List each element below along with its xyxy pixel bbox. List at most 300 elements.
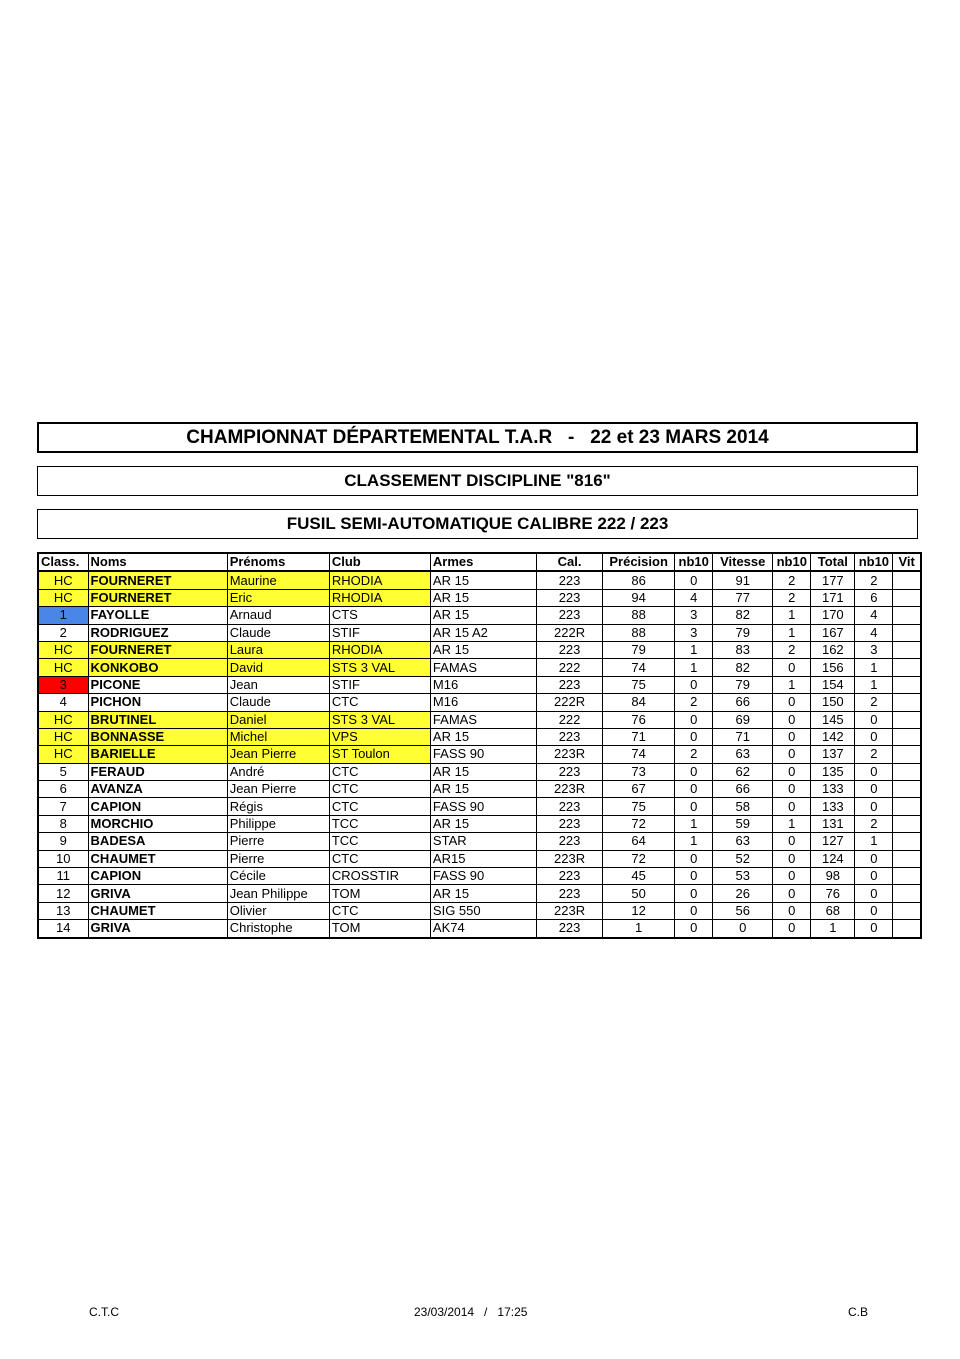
header-armes: Armes: [430, 553, 536, 571]
cell-cal: 223: [537, 885, 603, 902]
cell-nb10-precision: 0: [675, 711, 713, 728]
cell-arme: M16: [430, 694, 536, 711]
cell-cal: 223R: [537, 902, 603, 919]
cell-arme: FAMAS: [430, 711, 536, 728]
cell-arme: AR 15: [430, 763, 536, 780]
cell-club: CTC: [329, 850, 430, 867]
cell-rank: 1: [38, 607, 88, 624]
cell-nb10-precision: 0: [675, 850, 713, 867]
cell-precision: 67: [603, 781, 675, 798]
table-row: [38, 571, 921, 589]
header-nb10-vitesse: nb10: [773, 553, 811, 571]
cell-prenom: Daniel: [227, 711, 329, 728]
cell-prenom: Christophe: [227, 920, 329, 938]
header-vit: Vit: [893, 553, 921, 571]
cell-club: STS 3 VAL: [329, 659, 430, 676]
cell-total: 98: [811, 868, 855, 885]
cell-nb10-vitesse: 0: [773, 798, 811, 815]
table-row: [38, 746, 921, 763]
table-row: [38, 589, 921, 606]
footer-datetime: 23/03/2014 / 17:25: [414, 1305, 528, 1319]
cell-nb10-vitesse: 0: [773, 833, 811, 850]
cell-nb10-total: 6: [855, 589, 893, 606]
cell-club: CTC: [329, 781, 430, 798]
cell-arme: STAR: [430, 833, 536, 850]
cell-precision: 76: [603, 711, 675, 728]
cell-nom: PICONE: [88, 676, 227, 693]
cell-nb10-total: 1: [855, 833, 893, 850]
cell-nom: RODRIGUEZ: [88, 624, 227, 641]
cell-nb10-precision: 0: [675, 781, 713, 798]
cell-nb10-precision: 1: [675, 815, 713, 832]
cell-club: TCC: [329, 833, 430, 850]
cell-arme: FASS 90: [430, 798, 536, 815]
cell-nb10-vitesse: 0: [773, 850, 811, 867]
cell-rank: HC: [38, 711, 88, 728]
cell-nb10-precision: 0: [675, 902, 713, 919]
cell-nom: BADESA: [88, 833, 227, 850]
cell-vit: [893, 833, 921, 850]
cell-arme: FASS 90: [430, 746, 536, 763]
cell-nom: AVANZA: [88, 781, 227, 798]
cell-nb10-vitesse: 0: [773, 659, 811, 676]
cell-rank: 10: [38, 850, 88, 867]
cell-vitesse: 63: [713, 833, 773, 850]
cell-precision: 94: [603, 589, 675, 606]
cell-prenom: David: [227, 659, 329, 676]
table-row: [38, 781, 921, 798]
cell-cal: 223: [537, 571, 603, 589]
cell-vitesse: 62: [713, 763, 773, 780]
cell-nb10-precision: 2: [675, 694, 713, 711]
cell-rank: 14: [38, 920, 88, 938]
cell-nb10-total: 1: [855, 676, 893, 693]
cell-nb10-precision: 0: [675, 571, 713, 589]
cell-vit: [893, 659, 921, 676]
cell-nb10-vitesse: 0: [773, 781, 811, 798]
cell-nb10-total: 3: [855, 641, 893, 658]
cell-nb10-total: 0: [855, 711, 893, 728]
cell-club: RHODIA: [329, 641, 430, 658]
cell-prenom: Maurine: [227, 571, 329, 589]
cell-prenom: Michel: [227, 728, 329, 745]
cell-precision: 1: [603, 920, 675, 938]
cell-total: 145: [811, 711, 855, 728]
cell-arme: AR 15: [430, 885, 536, 902]
cell-cal: 223R: [537, 746, 603, 763]
cell-total: 127: [811, 833, 855, 850]
cell-club: VPS: [329, 728, 430, 745]
cell-nb10-total: 2: [855, 815, 893, 832]
cell-vit: [893, 850, 921, 867]
cell-nb10-precision: 1: [675, 833, 713, 850]
cell-cal: 222R: [537, 694, 603, 711]
cell-total: 68: [811, 902, 855, 919]
cell-nb10-precision: 1: [675, 659, 713, 676]
cell-vitesse: 63: [713, 746, 773, 763]
cell-cal: 223: [537, 868, 603, 885]
discipline-title: CLASSEMENT DISCIPLINE "816": [37, 466, 918, 496]
cell-prenom: Pierre: [227, 833, 329, 850]
cell-precision: 64: [603, 833, 675, 850]
cell-vitesse: 82: [713, 659, 773, 676]
cell-nb10-total: 1: [855, 659, 893, 676]
cell-prenom: Claude: [227, 624, 329, 641]
cell-nb10-vitesse: 2: [773, 589, 811, 606]
cell-total: 135: [811, 763, 855, 780]
cell-nb10-precision: 0: [675, 798, 713, 815]
cell-cal: 223: [537, 920, 603, 938]
cell-nb10-vitesse: 0: [773, 746, 811, 763]
cell-vitesse: 0: [713, 920, 773, 938]
cell-nom: CHAUMET: [88, 850, 227, 867]
table-row: [38, 798, 921, 815]
cell-precision: 73: [603, 763, 675, 780]
cell-arme: AR 15: [430, 815, 536, 832]
cell-nb10-total: 0: [855, 850, 893, 867]
cell-prenom: Olivier: [227, 902, 329, 919]
cell-club: CTC: [329, 694, 430, 711]
cell-nb10-precision: 0: [675, 920, 713, 938]
cell-nb10-vitesse: 1: [773, 815, 811, 832]
cell-club: CTS: [329, 607, 430, 624]
cell-nb10-total: 4: [855, 607, 893, 624]
cell-nom: MORCHIO: [88, 815, 227, 832]
cell-vit: [893, 641, 921, 658]
cell-nb10-precision: 4: [675, 589, 713, 606]
cell-total: 171: [811, 589, 855, 606]
championship-title: CHAMPIONNAT DÉPARTEMENTAL T.A.R - 22 et 23 MARS 2014: [37, 422, 918, 453]
cell-rank: 5: [38, 763, 88, 780]
cell-rank: 3: [38, 676, 88, 693]
cell-vitesse: 79: [713, 624, 773, 641]
cell-precision: 74: [603, 746, 675, 763]
cell-nom: FOURNERET: [88, 571, 227, 589]
cell-vitesse: 52: [713, 850, 773, 867]
cell-rank: HC: [38, 728, 88, 745]
cell-rank: 6: [38, 781, 88, 798]
cell-vitesse: 91: [713, 571, 773, 589]
table-row: [38, 902, 921, 919]
cell-nb10-precision: 3: [675, 607, 713, 624]
cell-vitesse: 82: [713, 607, 773, 624]
cell-cal: 223: [537, 833, 603, 850]
cell-cal: 223: [537, 676, 603, 693]
table-row: [38, 833, 921, 850]
cell-vit: [893, 902, 921, 919]
footer-initials: C.B: [848, 1305, 869, 1319]
cell-nom: BONNASSE: [88, 728, 227, 745]
cell-nb10-vitesse: 0: [773, 711, 811, 728]
cell-total: 131: [811, 815, 855, 832]
cell-vitesse: 66: [713, 694, 773, 711]
cell-total: 167: [811, 624, 855, 641]
cell-vit: [893, 746, 921, 763]
cell-club: TOM: [329, 885, 430, 902]
cell-club: RHODIA: [329, 589, 430, 606]
cell-rank: 9: [38, 833, 88, 850]
cell-vit: [893, 728, 921, 745]
cell-vit: [893, 711, 921, 728]
cell-vit: [893, 920, 921, 938]
cell-vit: [893, 781, 921, 798]
cell-nom: BARIELLE: [88, 746, 227, 763]
footer-club: C.T.C: [89, 1305, 119, 1319]
cell-nom: FOURNERET: [88, 589, 227, 606]
cell-nb10-vitesse: 0: [773, 920, 811, 938]
cell-prenom: Eric: [227, 589, 329, 606]
cell-cal: 223: [537, 728, 603, 745]
table-row: [38, 815, 921, 832]
cell-rank: 8: [38, 815, 88, 832]
cell-total: 156: [811, 659, 855, 676]
cell-rank: HC: [38, 571, 88, 589]
cell-vit: [893, 815, 921, 832]
cell-nb10-precision: 0: [675, 763, 713, 780]
table-row: [38, 868, 921, 885]
cell-club: CTC: [329, 902, 430, 919]
header-nb10-total: nb10: [855, 553, 893, 571]
cell-vitesse: 69: [713, 711, 773, 728]
cell-total: 162: [811, 641, 855, 658]
cell-nb10-precision: 0: [675, 676, 713, 693]
cell-rank: 12: [38, 885, 88, 902]
cell-rank: HC: [38, 659, 88, 676]
table-row: [38, 676, 921, 693]
cell-cal: 223: [537, 763, 603, 780]
cell-total: 133: [811, 781, 855, 798]
cell-vitesse: 79: [713, 676, 773, 693]
cell-arme: AR 15: [430, 589, 536, 606]
table-row: [38, 763, 921, 780]
cell-nb10-vitesse: 1: [773, 676, 811, 693]
cell-nb10-vitesse: 2: [773, 571, 811, 589]
cell-vitesse: 59: [713, 815, 773, 832]
cell-precision: 88: [603, 607, 675, 624]
cell-precision: 84: [603, 694, 675, 711]
cell-club: TOM: [329, 920, 430, 938]
cell-prenom: Pierre: [227, 850, 329, 867]
cell-nb10-vitesse: 0: [773, 694, 811, 711]
cell-nb10-total: 0: [855, 763, 893, 780]
cell-arme: AR 15: [430, 641, 536, 658]
cell-precision: 75: [603, 676, 675, 693]
cell-vitesse: 83: [713, 641, 773, 658]
cell-nom: FERAUD: [88, 763, 227, 780]
cell-vit: [893, 571, 921, 589]
cell-nb10-precision: 2: [675, 746, 713, 763]
cell-vit: [893, 885, 921, 902]
cell-prenom: Jean: [227, 676, 329, 693]
table-row: [38, 607, 921, 624]
cell-arme: AR15: [430, 850, 536, 867]
cell-arme: SIG 550: [430, 902, 536, 919]
cell-nom: GRIVA: [88, 920, 227, 938]
cell-total: 76: [811, 885, 855, 902]
cell-nb10-total: 0: [855, 781, 893, 798]
cell-nb10-total: 0: [855, 920, 893, 938]
cell-vitesse: 56: [713, 902, 773, 919]
cell-arme: AR 15: [430, 728, 536, 745]
cell-cal: 223: [537, 641, 603, 658]
cell-club: STIF: [329, 624, 430, 641]
cell-vit: [893, 676, 921, 693]
cell-cal: 223: [537, 589, 603, 606]
table-row: [38, 694, 921, 711]
cell-cal: 222R: [537, 624, 603, 641]
cell-nb10-vitesse: 0: [773, 763, 811, 780]
cell-precision: 88: [603, 624, 675, 641]
table-row: [38, 885, 921, 902]
cell-vit: [893, 798, 921, 815]
header-noms: Noms: [88, 553, 227, 571]
cell-nom: PICHON: [88, 694, 227, 711]
cell-vit: [893, 624, 921, 641]
cell-precision: 74: [603, 659, 675, 676]
cell-precision: 50: [603, 885, 675, 902]
cell-rank: HC: [38, 746, 88, 763]
cell-arme: AR 15 A2: [430, 624, 536, 641]
table-row: [38, 641, 921, 658]
cell-nb10-vitesse: 0: [773, 885, 811, 902]
cell-nb10-total: 2: [855, 571, 893, 589]
cell-precision: 71: [603, 728, 675, 745]
cell-nb10-vitesse: 1: [773, 624, 811, 641]
table-row: [38, 850, 921, 867]
cell-prenom: Philippe: [227, 815, 329, 832]
cell-total: 1: [811, 920, 855, 938]
cell-precision: 45: [603, 868, 675, 885]
cell-vit: [893, 607, 921, 624]
header-prenoms: Prénoms: [227, 553, 329, 571]
table-row: [38, 624, 921, 641]
cell-club: TCC: [329, 815, 430, 832]
cell-total: 150: [811, 694, 855, 711]
cell-arme: AK74: [430, 920, 536, 938]
cell-vit: [893, 868, 921, 885]
cell-vit: [893, 589, 921, 606]
cell-vitesse: 53: [713, 868, 773, 885]
cell-arme: AR 15: [430, 607, 536, 624]
header-cal: Cal.: [537, 553, 603, 571]
cell-nb10-precision: 3: [675, 624, 713, 641]
header-nb10-precision: nb10: [675, 553, 713, 571]
results-body: [38, 571, 921, 937]
header-class: Class.: [38, 553, 88, 571]
cell-arme: FASS 90: [430, 868, 536, 885]
cell-rank: 11: [38, 868, 88, 885]
cell-vitesse: 58: [713, 798, 773, 815]
cell-cal: 222: [537, 711, 603, 728]
table-row: [38, 920, 921, 938]
cell-precision: 72: [603, 815, 675, 832]
cell-vitesse: 71: [713, 728, 773, 745]
cell-nom: CHAUMET: [88, 902, 227, 919]
cell-club: ST Toulon: [329, 746, 430, 763]
cell-nom: GRIVA: [88, 885, 227, 902]
cell-nom: FOURNERET: [88, 641, 227, 658]
cell-nom: CAPION: [88, 798, 227, 815]
cell-nb10-precision: 0: [675, 728, 713, 745]
cell-rank: HC: [38, 641, 88, 658]
cell-nb10-vitesse: 2: [773, 641, 811, 658]
cell-rank: 2: [38, 624, 88, 641]
cell-precision: 86: [603, 571, 675, 589]
cell-cal: 223: [537, 815, 603, 832]
cell-vit: [893, 763, 921, 780]
cell-prenom: Jean Pierre: [227, 746, 329, 763]
cell-vitesse: 66: [713, 781, 773, 798]
cell-arme: M16: [430, 676, 536, 693]
cell-club: CROSSTIR: [329, 868, 430, 885]
cell-prenom: Cécile: [227, 868, 329, 885]
cell-club: STS 3 VAL: [329, 711, 430, 728]
cell-total: 170: [811, 607, 855, 624]
cell-nb10-total: 0: [855, 728, 893, 745]
cell-precision: 72: [603, 850, 675, 867]
cell-cal: 223: [537, 798, 603, 815]
cell-vit: [893, 694, 921, 711]
cell-cal: 222: [537, 659, 603, 676]
cell-nom: CAPION: [88, 868, 227, 885]
cell-nb10-total: 2: [855, 746, 893, 763]
results-table: [37, 552, 922, 939]
cell-nom: BRUTINEL: [88, 711, 227, 728]
cell-total: 124: [811, 850, 855, 867]
cell-cal: 223R: [537, 850, 603, 867]
cell-total: 137: [811, 746, 855, 763]
cell-prenom: Régis: [227, 798, 329, 815]
cell-total: 177: [811, 571, 855, 589]
cell-rank: 7: [38, 798, 88, 815]
cell-club: STIF: [329, 676, 430, 693]
cell-nb10-vitesse: 1: [773, 607, 811, 624]
table-row: [38, 711, 921, 728]
cell-nb10-total: 2: [855, 694, 893, 711]
header-vitesse: Vitesse: [713, 553, 773, 571]
cell-nb10-total: 0: [855, 868, 893, 885]
cell-precision: 12: [603, 902, 675, 919]
cell-nb10-total: 0: [855, 902, 893, 919]
cell-precision: 79: [603, 641, 675, 658]
cell-nb10-total: 4: [855, 624, 893, 641]
table-row: [38, 728, 921, 745]
category-title: FUSIL SEMI-AUTOMATIQUE CALIBRE 222 / 223: [37, 509, 918, 539]
cell-arme: FAMAS: [430, 659, 536, 676]
cell-rank: 4: [38, 694, 88, 711]
cell-total: 142: [811, 728, 855, 745]
cell-total: 154: [811, 676, 855, 693]
cell-prenom: André: [227, 763, 329, 780]
header-club: Club: [329, 553, 430, 571]
cell-cal: 223R: [537, 781, 603, 798]
table-header-row: [38, 553, 921, 571]
cell-prenom: Jean Philippe: [227, 885, 329, 902]
cell-nb10-total: 0: [855, 798, 893, 815]
cell-nb10-vitesse: 0: [773, 868, 811, 885]
table-row: [38, 659, 921, 676]
cell-nb10-precision: 0: [675, 868, 713, 885]
cell-nb10-precision: 0: [675, 885, 713, 902]
cell-prenom: Laura: [227, 641, 329, 658]
cell-vitesse: 26: [713, 885, 773, 902]
cell-nb10-precision: 1: [675, 641, 713, 658]
cell-prenom: Jean Pierre: [227, 781, 329, 798]
cell-club: CTC: [329, 798, 430, 815]
cell-total: 133: [811, 798, 855, 815]
cell-rank: 13: [38, 902, 88, 919]
cell-arme: AR 15: [430, 781, 536, 798]
